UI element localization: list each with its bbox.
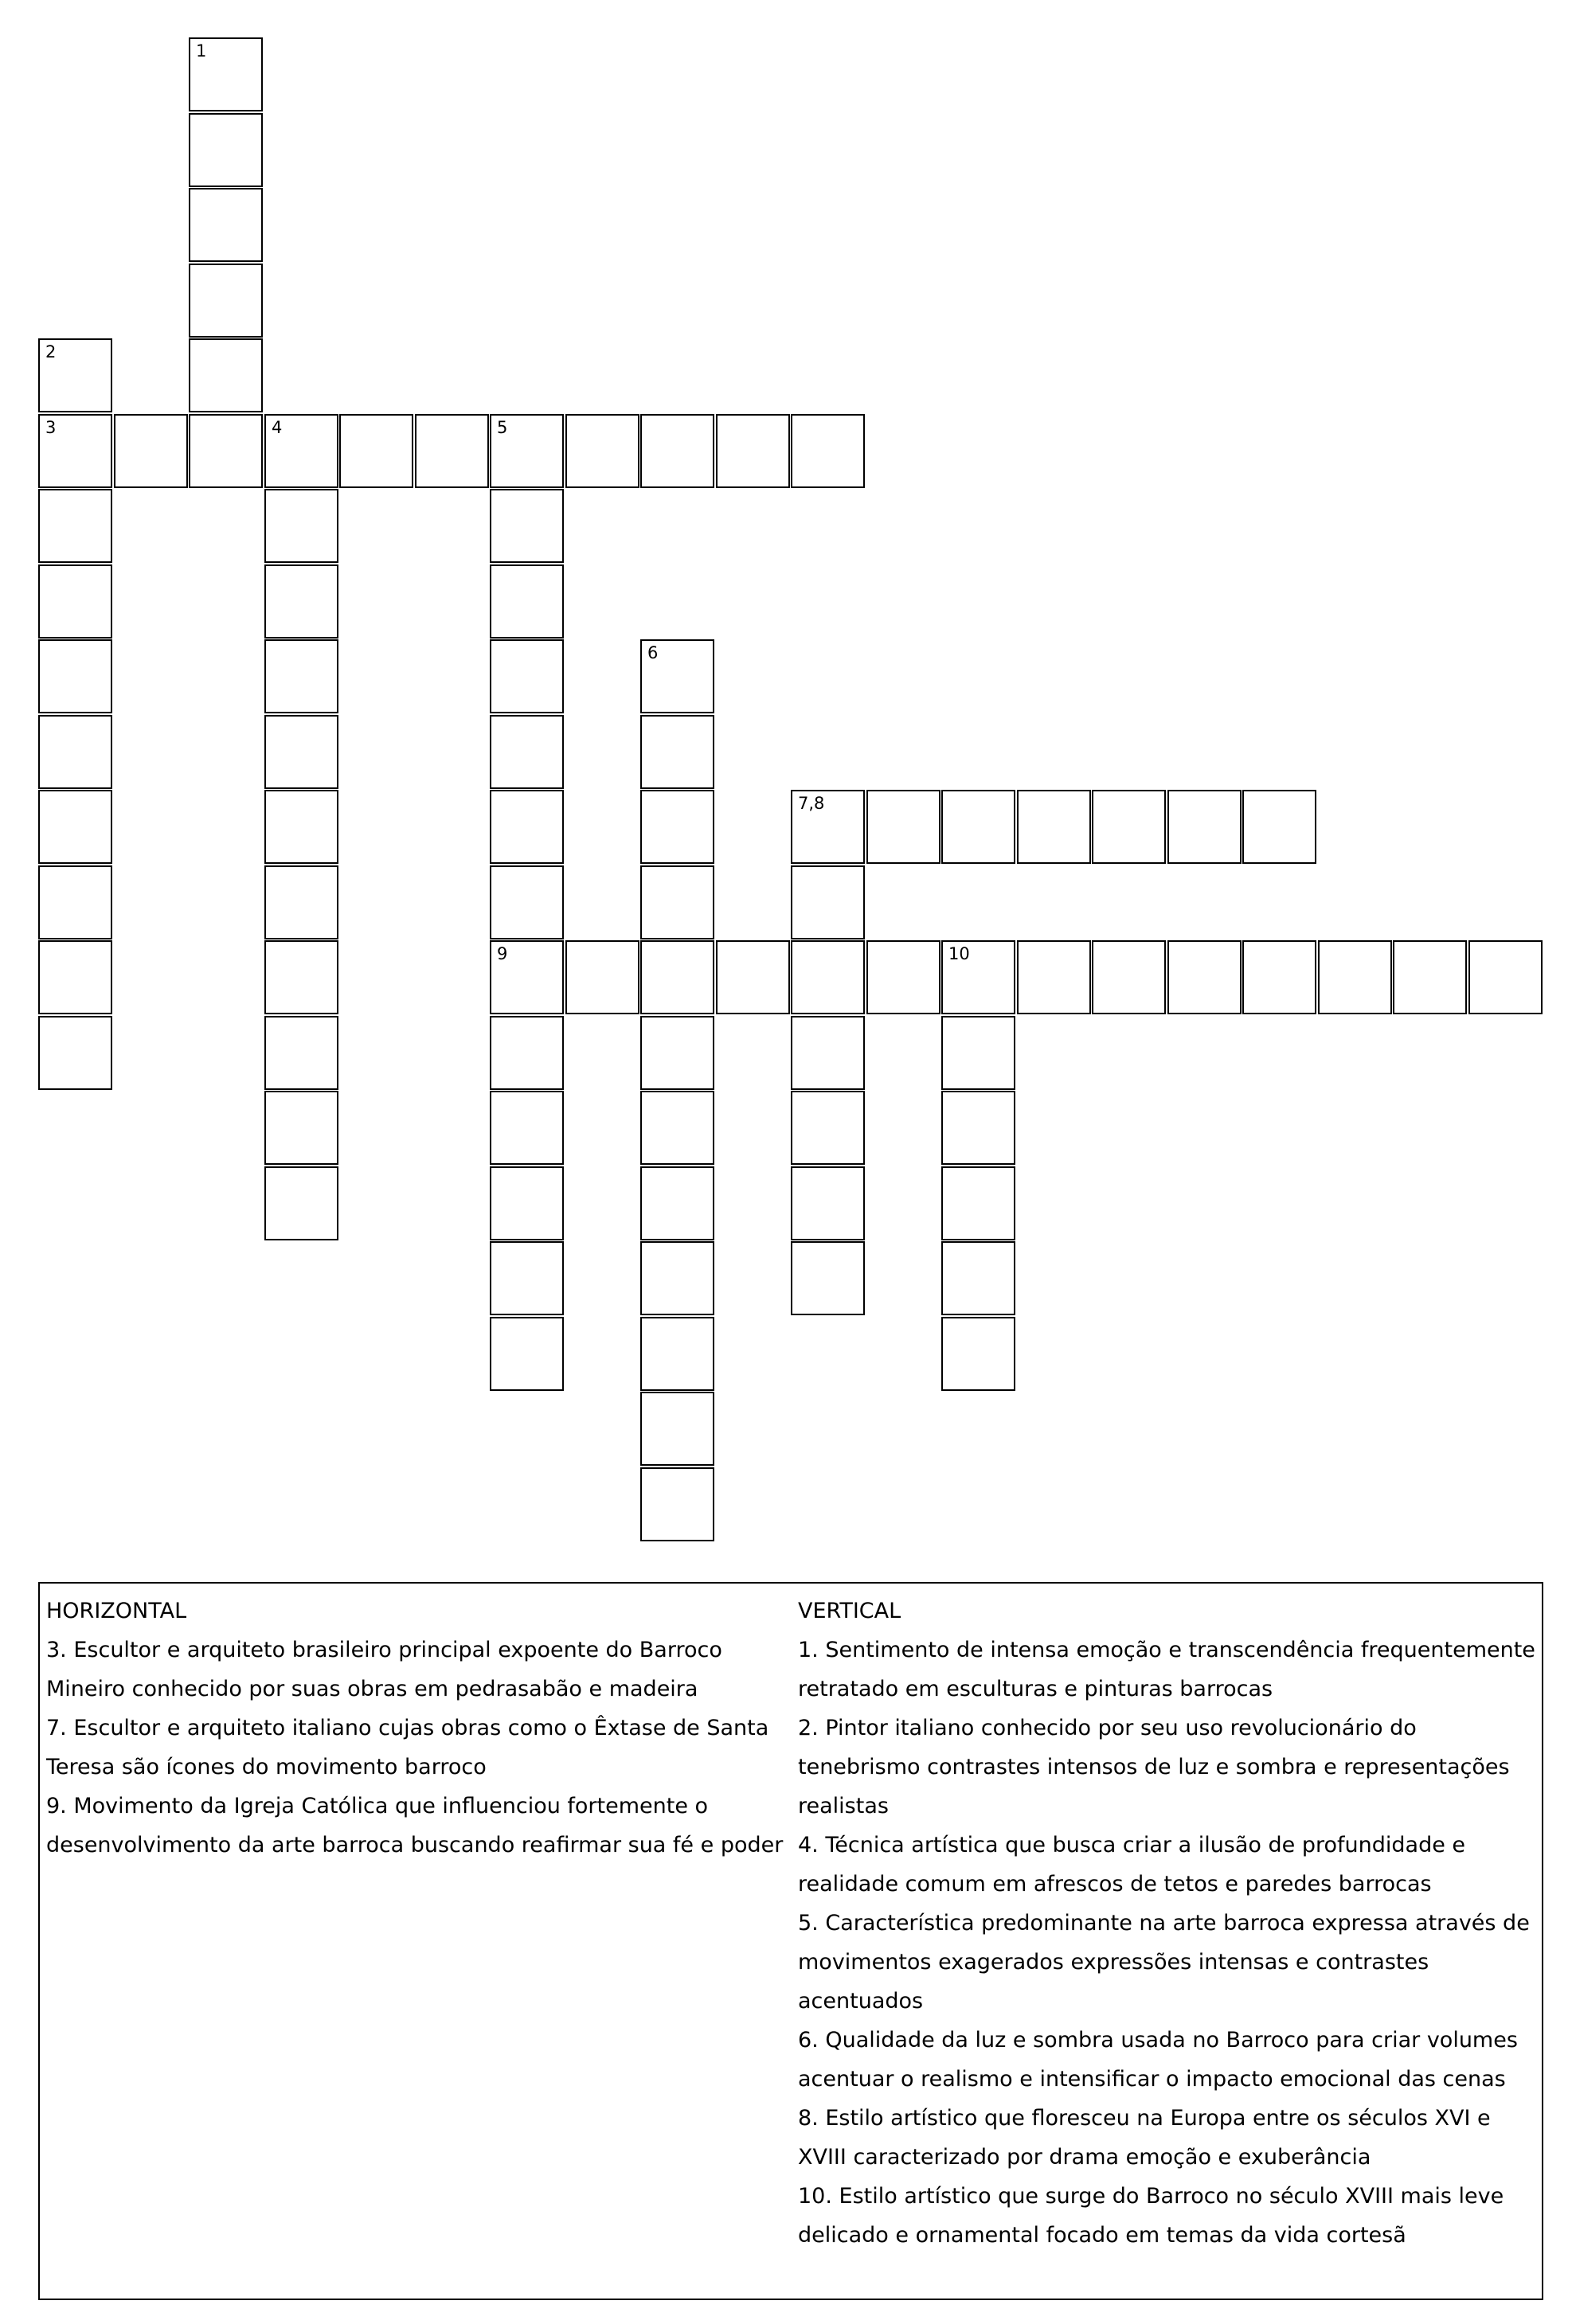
clues-box bbox=[38, 1582, 1543, 2300]
grid-cell[interactable] bbox=[640, 1016, 714, 1090]
vertical-clue-2: 2. Pintor italiano conhecido por seu uso revolucionário do tenebrismo contrastes intensos de luz e sombra e representações realistas bbox=[798, 1716, 1510, 1818]
grid-cell[interactable] bbox=[38, 639, 112, 713]
grid-cell[interactable] bbox=[264, 1091, 338, 1165]
grid-cell[interactable] bbox=[866, 790, 940, 864]
vertical-clue-6: 6. Qualidade da luz e sombra usada no Barroco para criar volumes acentuar o realismo e intensificar o impacto emocional das cenas bbox=[798, 2028, 1518, 2092]
grid-cell[interactable] bbox=[490, 414, 564, 488]
grid-cell[interactable] bbox=[264, 489, 338, 563]
grid-cell[interactable] bbox=[1167, 790, 1242, 864]
clue-number: 1 bbox=[196, 41, 207, 61]
grid-cell[interactable] bbox=[791, 414, 865, 488]
clue-number: 3 bbox=[45, 418, 57, 437]
clue-number: 4 bbox=[272, 418, 283, 437]
vertical-clue-10: 10. Estilo artístico que surge do Barroco no século XVIII mais leve delicado e ornamental focado em temas da vida cortesã bbox=[798, 2184, 1504, 2248]
grid-cell[interactable] bbox=[490, 1091, 564, 1165]
grid-cell[interactable] bbox=[640, 414, 714, 488]
grid-cell[interactable] bbox=[264, 639, 338, 713]
horizontal-clue-3: 3. Escultor e arquiteto brasileiro principal expoente do Barroco Mineiro conhecido por suas obras em pedrasabão e madeira bbox=[46, 1638, 722, 1701]
grid-cell[interactable] bbox=[1468, 940, 1543, 1014]
grid-cell[interactable] bbox=[38, 564, 112, 639]
grid-cell[interactable] bbox=[339, 414, 413, 488]
grid-cell[interactable] bbox=[640, 790, 714, 864]
grid-cell[interactable] bbox=[1092, 790, 1166, 864]
grid-cell[interactable] bbox=[941, 1091, 1015, 1165]
grid-cell[interactable] bbox=[1393, 940, 1467, 1014]
grid-cell[interactable] bbox=[490, 715, 564, 789]
grid-cell[interactable] bbox=[264, 1016, 338, 1090]
horizontal-clue-9: 9. Movimento da Igreja Católica que influenciou fortemente o desenvolvimento da arte barroca buscando reafirmar sua fé e poder bbox=[46, 1794, 784, 1857]
grid-cell[interactable] bbox=[791, 1166, 865, 1240]
grid-cell[interactable] bbox=[490, 1317, 564, 1391]
vertical-title: VERTICAL bbox=[798, 1599, 901, 1623]
grid-cell[interactable] bbox=[38, 790, 112, 864]
grid-cell[interactable] bbox=[941, 1016, 1015, 1090]
grid-cell[interactable] bbox=[264, 1166, 338, 1240]
grid-cell[interactable] bbox=[640, 1091, 714, 1165]
grid-cell[interactable] bbox=[490, 790, 564, 864]
grid-cell[interactable] bbox=[189, 113, 263, 187]
grid-cell[interactable] bbox=[640, 1166, 714, 1240]
grid-cell[interactable] bbox=[490, 1016, 564, 1090]
grid-cell[interactable] bbox=[38, 338, 112, 412]
grid-cell[interactable] bbox=[38, 1016, 112, 1090]
grid-cell[interactable] bbox=[490, 489, 564, 563]
grid-cell[interactable] bbox=[38, 715, 112, 789]
grid-cell[interactable] bbox=[1167, 940, 1242, 1014]
grid-cell[interactable] bbox=[189, 264, 263, 338]
grid-cell[interactable] bbox=[640, 940, 714, 1014]
grid-cell[interactable] bbox=[264, 865, 338, 939]
grid-cell[interactable] bbox=[114, 414, 188, 488]
grid-cell[interactable] bbox=[791, 1091, 865, 1165]
vertical-clues bbox=[798, 1592, 1539, 2255]
grid-cell[interactable] bbox=[640, 715, 714, 789]
horizontal-clues bbox=[46, 1592, 787, 1865]
grid-cell[interactable] bbox=[490, 1241, 564, 1315]
grid-cell[interactable] bbox=[941, 790, 1015, 864]
grid-cell[interactable] bbox=[264, 414, 338, 488]
grid-cell[interactable] bbox=[565, 940, 639, 1014]
grid-cell[interactable] bbox=[38, 489, 112, 563]
grid-cell[interactable] bbox=[490, 564, 564, 639]
clue-number: 5 bbox=[497, 418, 508, 437]
grid-cell[interactable] bbox=[791, 790, 865, 864]
grid-cell[interactable] bbox=[640, 1317, 714, 1391]
grid-cell[interactable] bbox=[640, 639, 714, 713]
grid-cell[interactable] bbox=[866, 940, 940, 1014]
clue-number: 9 bbox=[497, 944, 508, 963]
grid-cell[interactable] bbox=[264, 715, 338, 789]
grid-cell[interactable] bbox=[1017, 940, 1091, 1014]
grid-cell[interactable] bbox=[1242, 790, 1316, 864]
clue-number: 2 bbox=[45, 342, 57, 361]
horizontal-title: HORIZONTAL bbox=[46, 1599, 187, 1623]
vertical-clue-1: 1. Sentimento de intensa emoção e transcendência frequentemente retratado em esculturas e pinturas barrocas bbox=[798, 1638, 1535, 1701]
grid-cell[interactable] bbox=[941, 1317, 1015, 1391]
grid-cell[interactable] bbox=[640, 1241, 714, 1315]
grid-cell[interactable] bbox=[791, 940, 865, 1014]
grid-cell[interactable] bbox=[189, 338, 263, 412]
clue-number: 6 bbox=[647, 643, 659, 662]
clue-number: 10 bbox=[948, 944, 970, 963]
grid-cell[interactable] bbox=[1318, 940, 1392, 1014]
vertical-clue-4: 4. Técnica artística que busca criar a ilusão de profundidade e realidade comum em afrescos de tetos e paredes barrocas bbox=[798, 1833, 1466, 1896]
vertical-clue-8: 8. Estilo artístico que floresceu na Europa entre os séculos XVI e XVIII caracterizado por drama emoção e exuberância bbox=[798, 2106, 1491, 2170]
grid-cell[interactable] bbox=[565, 414, 639, 488]
grid-cell[interactable] bbox=[38, 865, 112, 939]
clue-number: 7,8 bbox=[798, 794, 825, 813]
vertical-clue-5: 5. Característica predominante na arte barroca expressa através de movimentos exagerados expressões intensas e contrastes acentuados bbox=[798, 1911, 1530, 2013]
grid-cell[interactable] bbox=[791, 865, 865, 939]
grid-cell[interactable] bbox=[490, 639, 564, 713]
horizontal-clue-7: 7. Escultor e arquiteto italiano cujas obras como o Êxtase de Santa Teresa são ícones do movimento barroco bbox=[46, 1716, 769, 1779]
grid-cell[interactable] bbox=[415, 414, 489, 488]
grid-cell[interactable] bbox=[791, 1016, 865, 1090]
grid-cell[interactable] bbox=[640, 1392, 714, 1466]
grid-cell[interactable] bbox=[490, 1166, 564, 1240]
grid-cell[interactable] bbox=[1017, 790, 1091, 864]
grid-cell[interactable] bbox=[264, 940, 338, 1014]
grid-cell[interactable] bbox=[716, 940, 790, 1014]
grid-cell[interactable] bbox=[941, 940, 1015, 1014]
grid-cell[interactable] bbox=[38, 414, 112, 488]
grid-cell[interactable] bbox=[941, 1241, 1015, 1315]
grid-cell[interactable] bbox=[1242, 940, 1316, 1014]
grid-cell[interactable] bbox=[791, 1241, 865, 1315]
grid-cell[interactable] bbox=[640, 1467, 714, 1541]
grid-cell[interactable] bbox=[640, 865, 714, 939]
grid-cell[interactable] bbox=[264, 564, 338, 639]
grid-cell[interactable] bbox=[1092, 940, 1166, 1014]
grid-cell[interactable] bbox=[490, 940, 564, 1014]
grid-cell[interactable] bbox=[490, 865, 564, 939]
grid-cell[interactable] bbox=[716, 414, 790, 488]
grid-cell[interactable] bbox=[38, 940, 112, 1014]
grid-cell[interactable] bbox=[941, 1166, 1015, 1240]
grid-cell[interactable] bbox=[264, 790, 338, 864]
grid-cell[interactable] bbox=[189, 188, 263, 262]
grid-cell[interactable] bbox=[189, 37, 263, 111]
grid-cell[interactable] bbox=[189, 414, 263, 488]
